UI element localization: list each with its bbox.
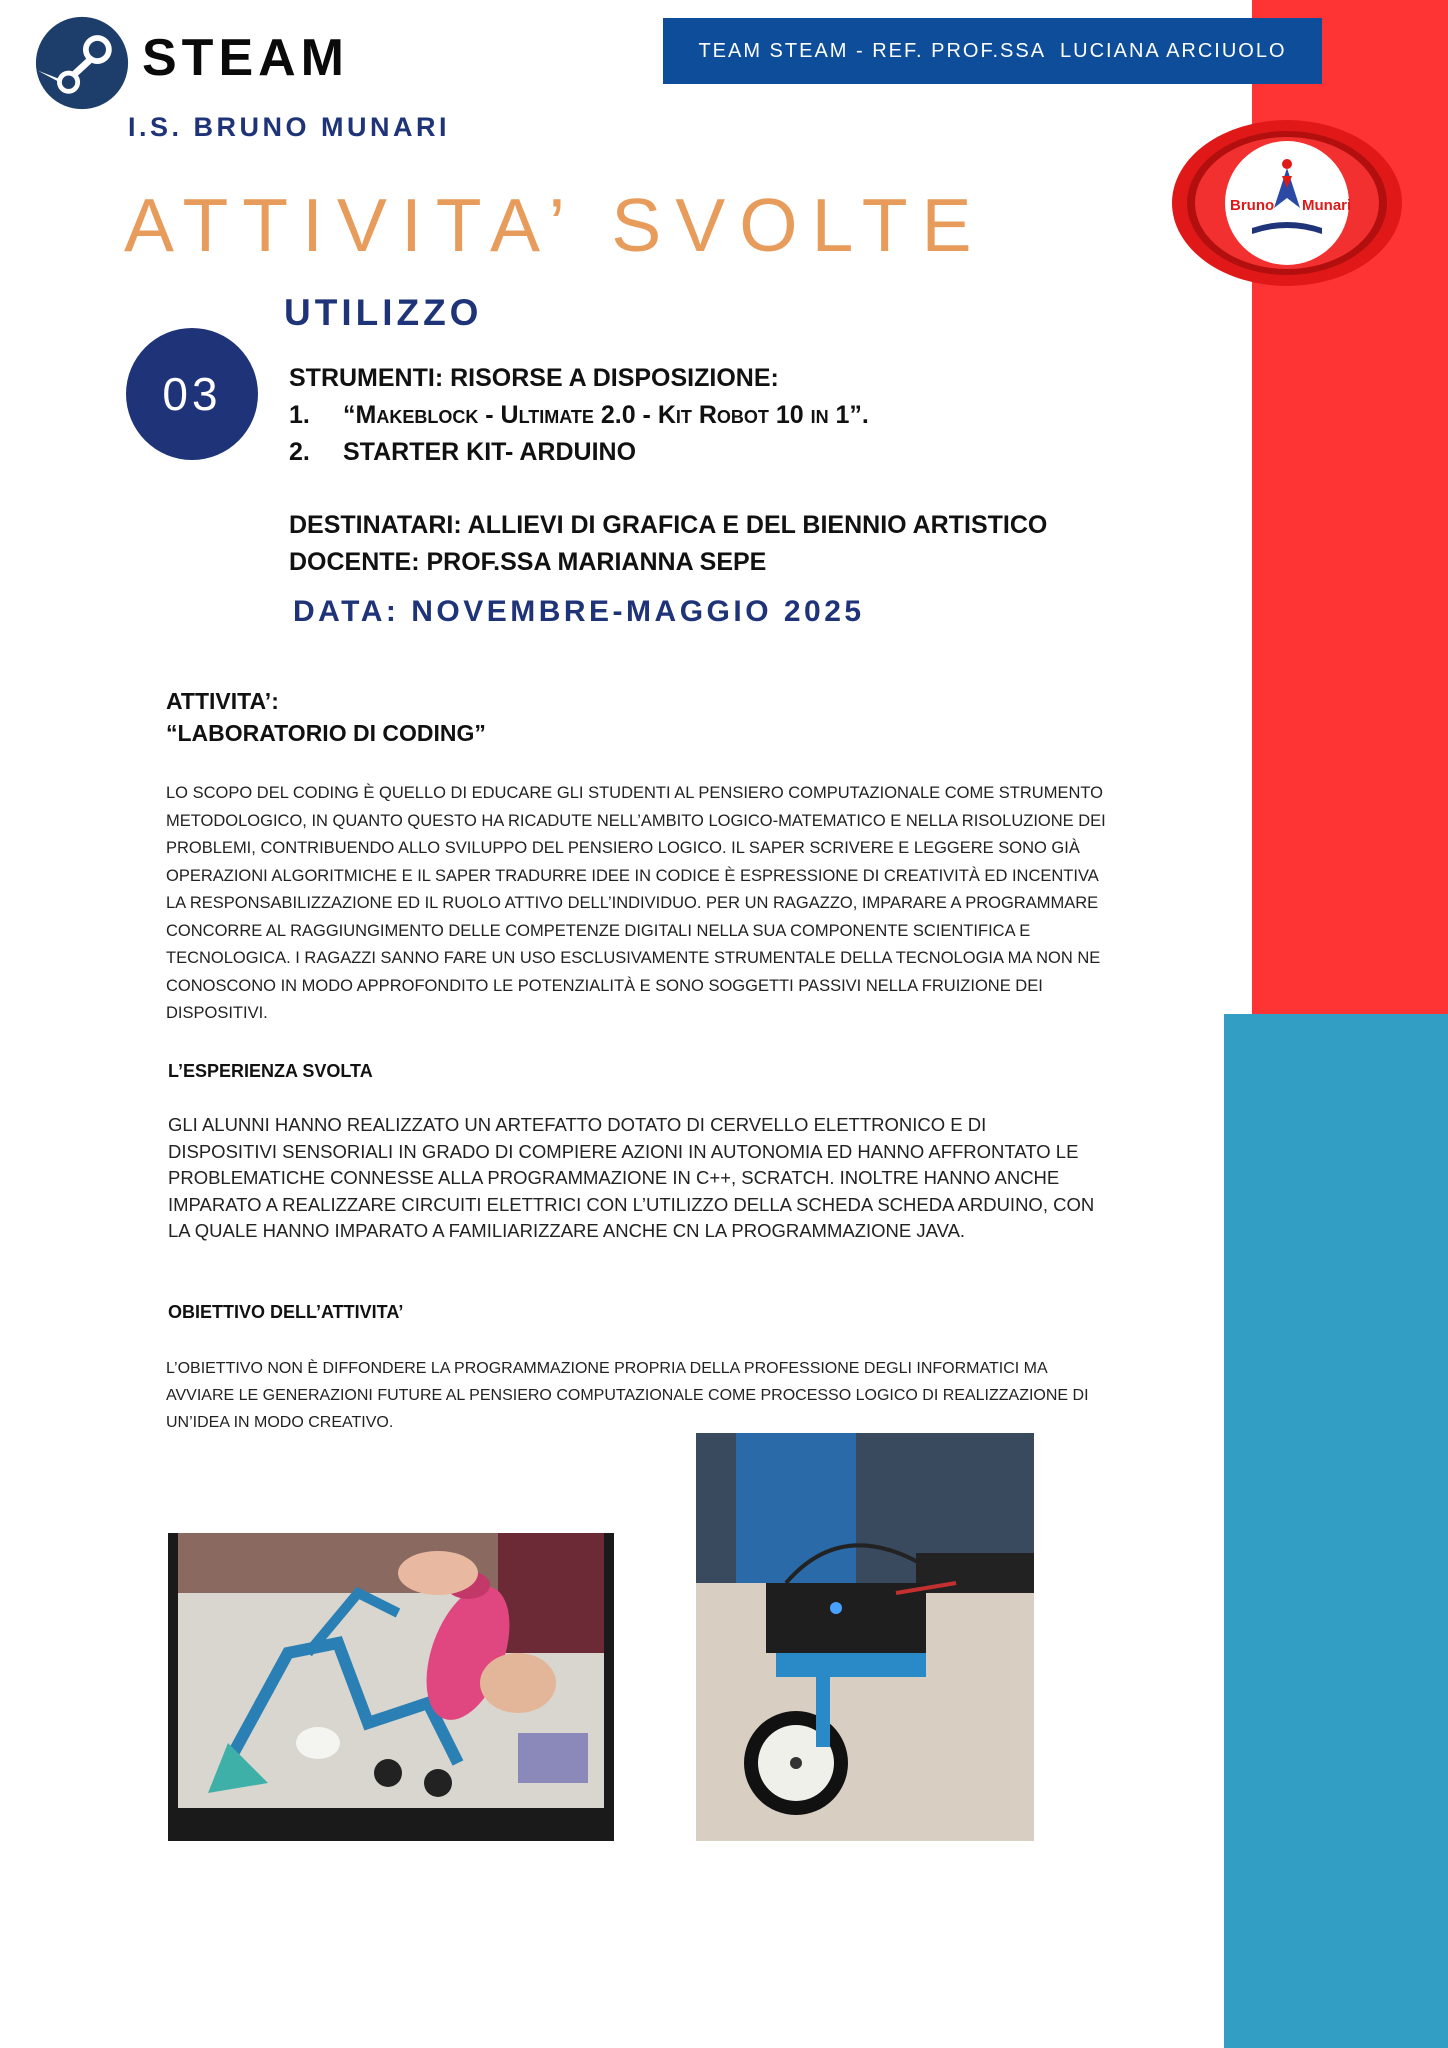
objective-text: L’OBIETTIVO NON È DIFFONDERE LA PROGRAMMAZIONE PROPRIA DELLA PROFESSIONE DEGLI INFORMATICI MA AVVIARE LE GENERAZIONI FUTURE AL PENSIERO COMPUTAZIONALE COME PROCESSO LOGICO DI REALIZZAZIONE DI UN’IDEA IN MODO CREATIVO. xyxy=(166,1360,1089,1431)
recipients: DESTINATARI: ALLIEVI DI GRAFICA E DEL BIENNIO ARTISTICO xyxy=(289,511,1048,539)
blue-side-bar xyxy=(1224,1014,1448,2048)
school-logo xyxy=(1170,118,1404,288)
steam-logo-icon xyxy=(34,15,130,111)
photo-students-building-robot xyxy=(168,1533,614,1841)
tool-item-1 xyxy=(289,401,869,430)
school-logo-text-left: Bruno xyxy=(1230,197,1275,214)
experience-text: GLI ALUNNI HANNO REALIZZATO UN ARTEFATTO DOTATO DI CERVELLO ELETTRONICO E DI DISPOSITIVI SENSORIALI IN GRADO DI COMPIERE AZIONI IN AUTONOMIA ED HANNO AFFRONTATO LE PROBLEMATICHE CONNESSE ALLA PROGRAMMAZIONE IN C++, SCRATCH. INOLTRE HANNO ANCHE IMPARATO A REALIZZARE CIRCUITI ELETTRICI CON L’UTILIZZO DELLA SCHEDA SCHEDA ARDUINO, CON LA QUALE HANNO IMPARATO A FAMILIARIZZARE ANCHE CN LA PROGRAMMAZIONE JAVA. xyxy=(168,1114,1095,1241)
tool-item-1-text: “Makeblock - Ultimate 2.0 - Kit Robot 10 in 1”. xyxy=(343,401,869,429)
tool-item-2 xyxy=(289,438,636,467)
activity-intro: LO SCOPO DEL CODING È QUELLO DI EDUCARE GLI STUDENTI AL PENSIERO COMPUTAZIONALE COME STRUMENTO METODOLOGICO, IN QUANTO QUESTO HA RICADUTE NELL’AMBITO LOGICO-MATEMATICO E NELLA RISOLUZIONE DEI PROBLEMI, CONTRIBUENDO ALLO SVILUPPO DEL PENSIERO LOGICO. IL SAPER SCRIVERE E LEGGERE SONO GIÀ OPERAZIONI ALGORITMICHE E IL SAPER TRADURRE IDEE IN CODICE È ESPRESSIONE DI CREATIVITÀ ED INCENTIVA LA RESPONSABILIZZAZIONE ED IL RUOLO ATTIVO DELL’INDIVIDUO. PER UN RAGAZZO, IMPARARE A PROGRAMMARE CONCORRE AL RAGGIUNGIMENTO DELLE COMPETENZE DIGITALI NELLA SUA COMPONENTE SCIENTIFICA E TECNOLOGICA. I RAGAZZI SANNO FARE UN USO ESCLUSIVAMENTE STRUMENTALE DELLA TECNOLOGIA MA NON NE CONOSCONO IN MODO APPROFONDITO LE POTENZIALITÀ E SONO SOGGETTI PASSIVI NELLA FRUIZIONE DEI DISPOSITIVI. xyxy=(166,784,1106,1022)
page-title: ATTIVITA’ SVOLTE xyxy=(124,183,986,267)
tool-item-1-number: 1. xyxy=(289,401,310,429)
photo-assembled-robot xyxy=(696,1433,1034,1841)
tool-item-2-text: STARTER KIT- ARDUINO xyxy=(343,438,637,466)
team-reference-box: TEAM STEAM - REF. PROF.SSA LUCIANA ARCIUOLO xyxy=(663,18,1322,84)
steam-wordmark: STEAM xyxy=(142,29,349,87)
activity-name: “LABORATORIO DI CODING” xyxy=(166,720,486,746)
school-name: I.S. BRUNO MUNARI xyxy=(128,112,450,142)
teacher: DOCENTE: PROF.SSA MARIANNA SEPE xyxy=(289,548,767,576)
tool-item-2-number: 2. xyxy=(289,438,310,466)
objective-heading: OBIETTIVO DELL’ATTIVITA’ xyxy=(168,1302,404,1322)
experience-heading: L’ESPERIENZA SVOLTA xyxy=(168,1061,373,1081)
school-logo-text-right: Munari xyxy=(1302,197,1352,214)
section-number-badge: 03 xyxy=(126,328,258,460)
section-heading: UTILIZZO xyxy=(284,292,483,333)
tools-heading: STRUMENTI: RISORSE A DISPOSIZIONE: xyxy=(289,364,779,392)
activity-label: ATTIVITA’: xyxy=(166,688,279,714)
date-line: DATA: NOVEMBRE-MAGGIO 2025 xyxy=(293,595,865,628)
